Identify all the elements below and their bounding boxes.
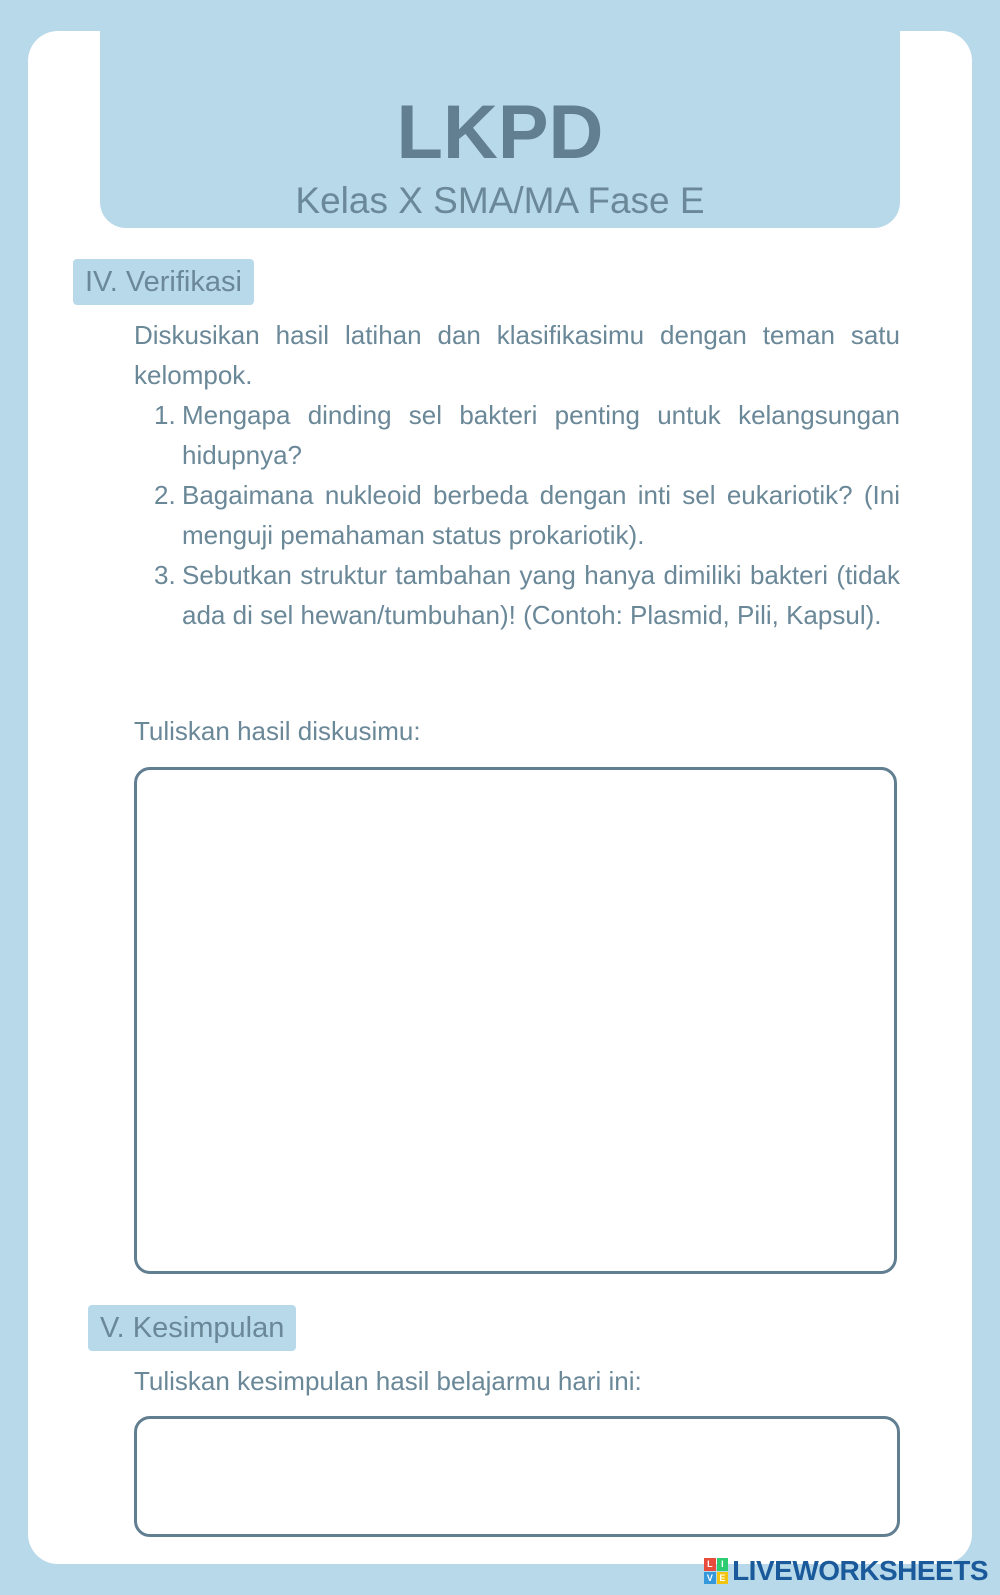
page-title: LKPD <box>396 90 604 175</box>
question-text: Mengapa dinding sel bakteri penting untuk kelangsungan hidupnya? <box>182 400 900 470</box>
conclusion-answer-field[interactable] <box>134 1416 900 1537</box>
discussion-prompt: Tuliskan hasil diskusimu: <box>134 716 421 746</box>
question-text: Bagaimana nukleoid berbeda dengan inti sel eukariotik? (Ini menguji pemahaman status prokariotik). <box>182 480 900 550</box>
question-text: Sebutkan struktur tambahan yang hanya dimiliki bakteri (tidak ada di sel hewan/tumbuhan)! (Contoh: Plasmid, Pili, Kapsul). <box>182 560 900 630</box>
verifikasi-intro: Diskusikan hasil latihan dan klasifikasimu dengan teman satu kelompok. <box>134 320 900 390</box>
brand-name: LIVEWORKSHEETS <box>732 1555 988 1586</box>
question-item <box>134 555 900 635</box>
liveworksheets-brand <box>704 1554 988 1588</box>
question-list <box>134 395 900 635</box>
question-number: 1. <box>154 400 176 430</box>
header-banner <box>100 31 900 228</box>
discussion-answer-field[interactable] <box>134 767 897 1274</box>
logo-letter: L <box>704 1558 716 1571</box>
question-item <box>134 475 900 555</box>
conclusion-prompt: Tuliskan kesimpulan hasil belajarmu hari ini: <box>134 1366 642 1396</box>
logo-letter: E <box>717 1572 729 1585</box>
logo-letter: I <box>717 1558 729 1571</box>
section-heading-kesimpulan: V. Kesimpulan <box>88 1305 296 1351</box>
liveworksheets-logo-icon <box>704 1558 728 1584</box>
section-heading-verifikasi: IV. Verifikasi <box>73 259 254 305</box>
question-number: 3. <box>154 560 176 590</box>
question-item <box>134 395 900 475</box>
page-subtitle: Kelas X SMA/MA Fase E <box>295 180 705 221</box>
logo-letter: V <box>704 1572 716 1585</box>
question-number: 2. <box>154 480 176 510</box>
